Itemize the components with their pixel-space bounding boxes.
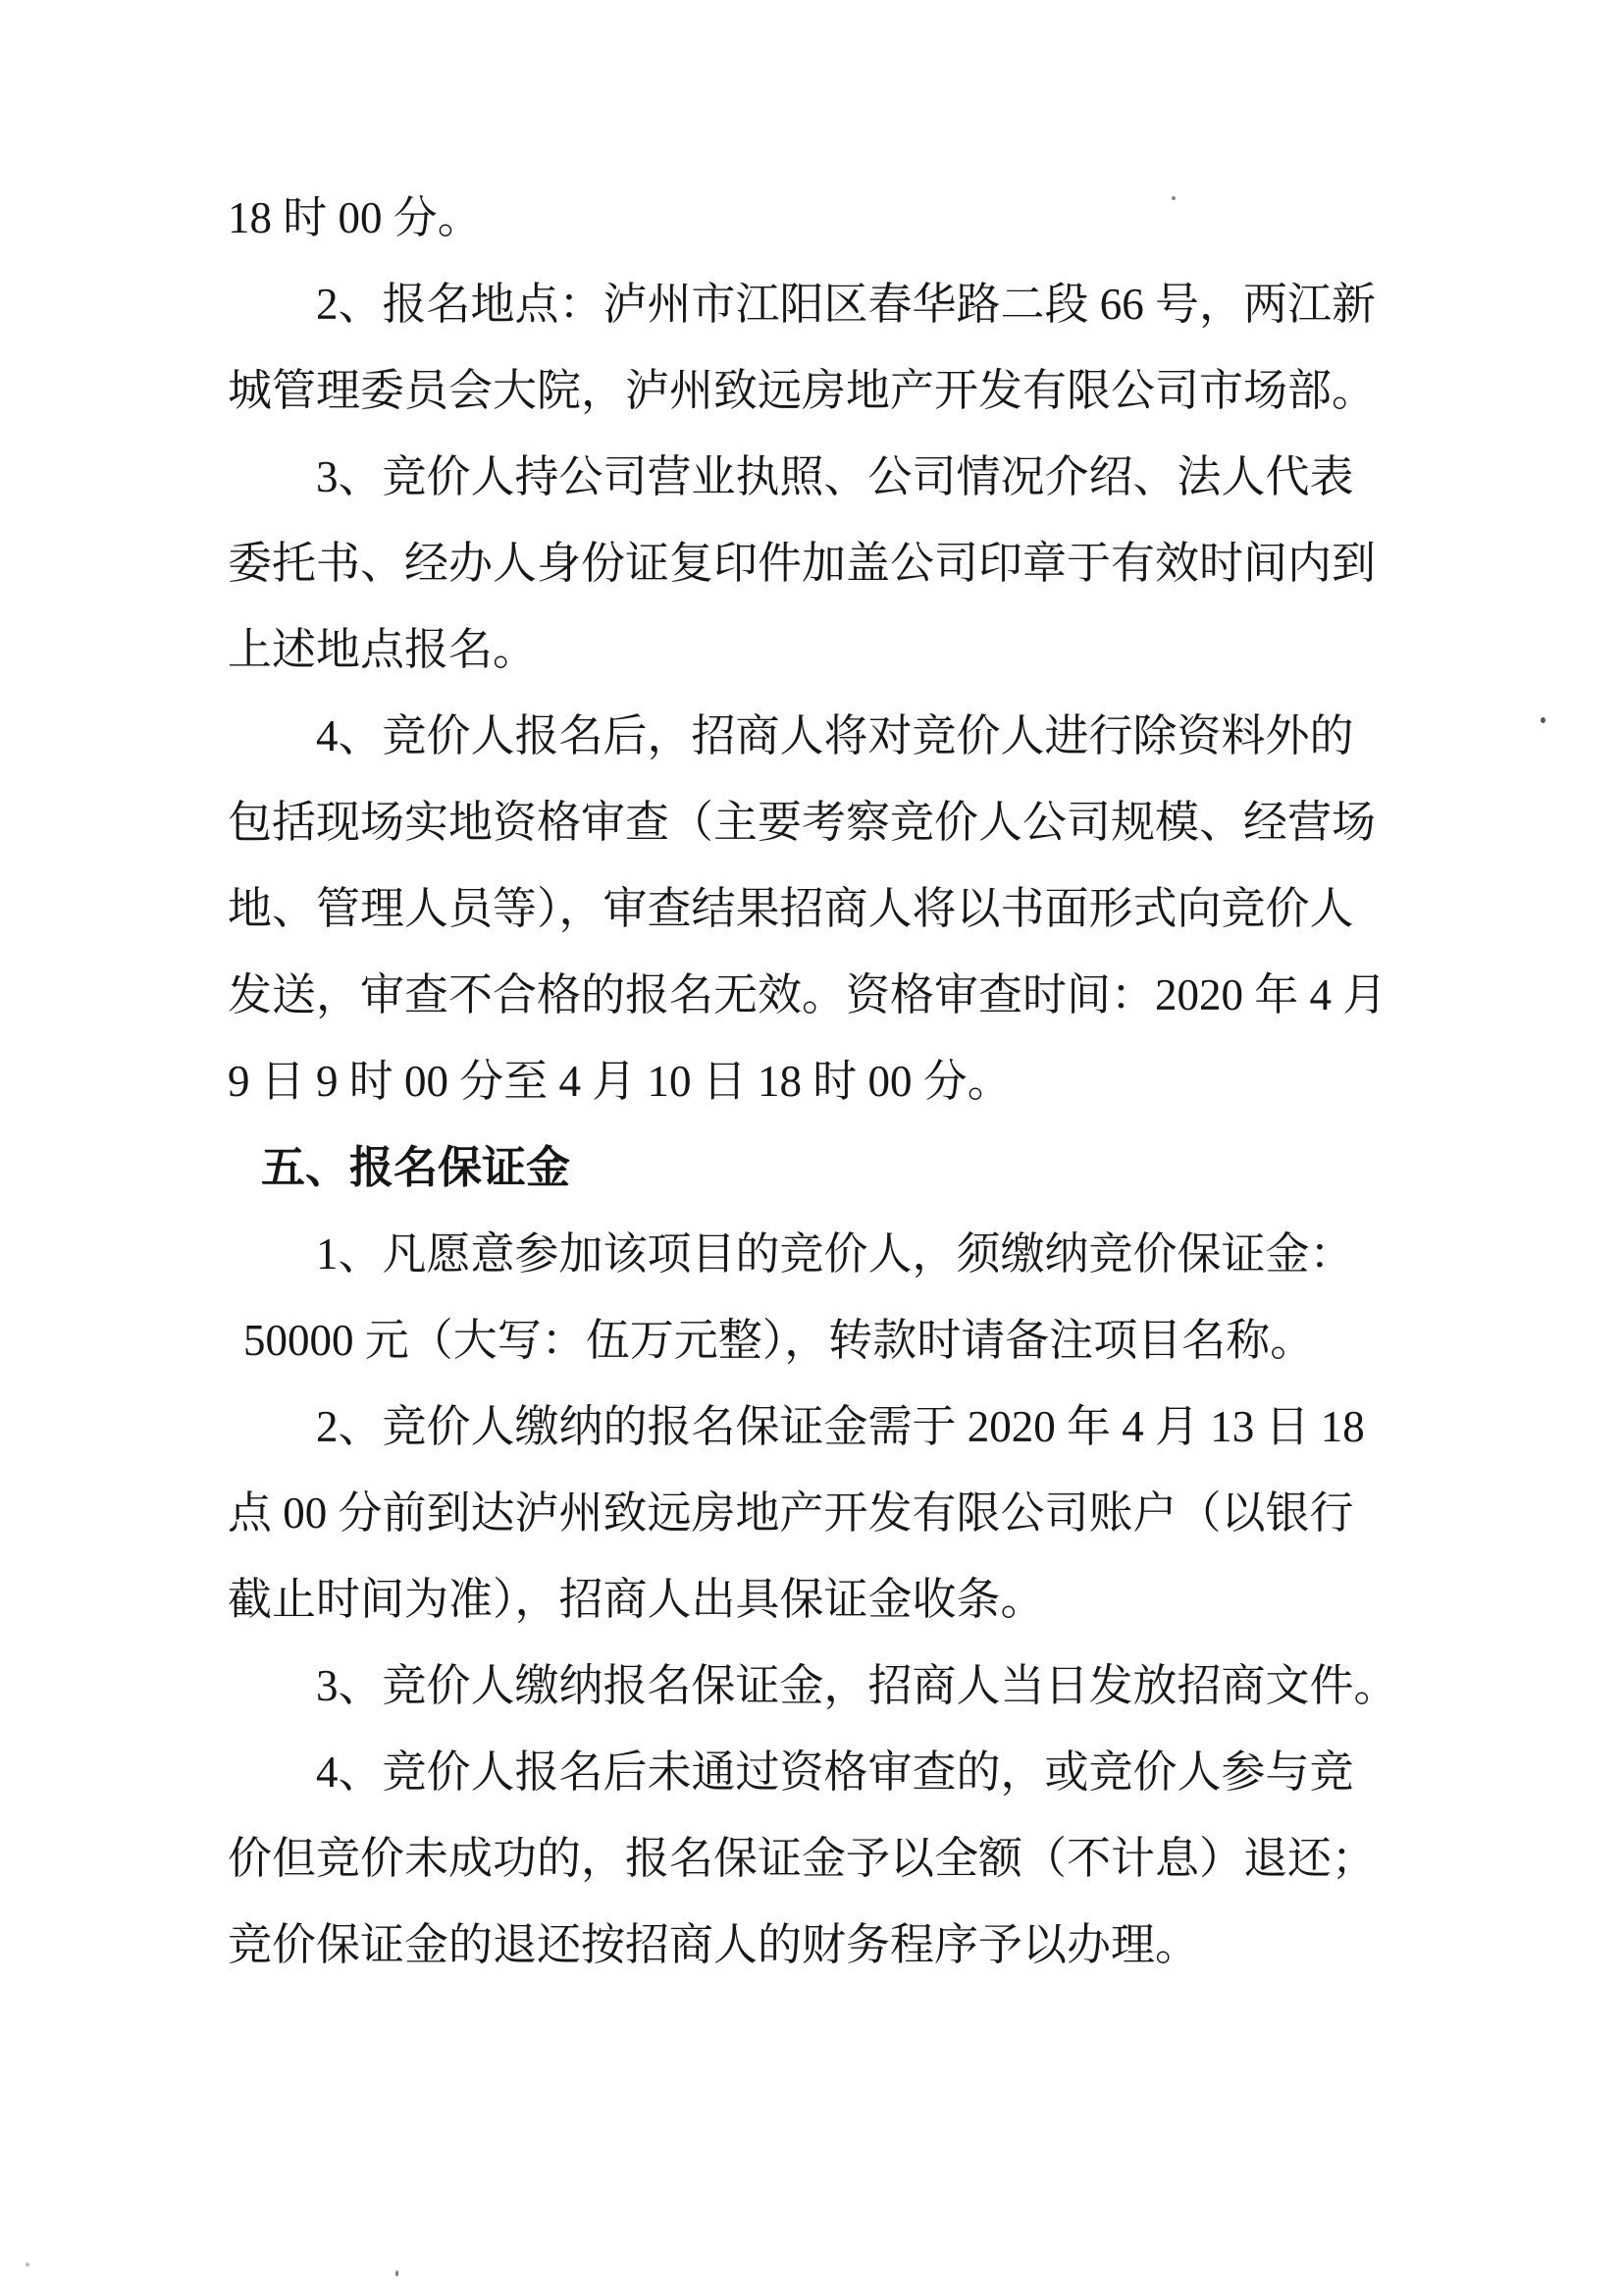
text-line: 发送，审查不合格的报名无效。资格审查时间：2020 年 4 月 (228, 970, 1387, 1019)
text-line: 地、管理人员等），审查结果招商人将以书面形式向竞价人 (228, 884, 1354, 933)
text-line: 竞价保证金的退还按招商人的财务程序予以办理。 (228, 1920, 1200, 1969)
text-line: 9 日 9 时 00 分至 4 月 10 日 18 时 00 分。 (228, 1057, 1012, 1106)
text-line: 50000 元（大写：伍万元整），转款时请备注项目名称。 (243, 1316, 1315, 1365)
text-line: 4、竞价人报名后未通过资格审查的，或竞价人参与竞 (316, 1748, 1354, 1797)
text-line: 4、竞价人报名后，招商人将对竞价人进行除资料外的 (316, 711, 1354, 760)
text-line: 3、竞价人缴纳报名保证金，招商人当日发放招商文件。 (316, 1661, 1398, 1710)
text-line: 包括现场实地资格审查（主要考察竞价人公司规模、经营场 (228, 798, 1377, 847)
section-heading: 五、报名保证金 (261, 1143, 571, 1192)
scan-speck (1541, 717, 1545, 723)
document-body (228, 175, 1425, 1988)
text-line: 2、竞价人缴纳的报名保证金需于 2020 年 4 月 13 日 18 (316, 1402, 1365, 1451)
text-line: 上述地点报名。 (228, 625, 538, 674)
scan-speck (395, 2270, 398, 2276)
text-line: 18 时 00 分。 (228, 193, 482, 242)
text-line: 委托书、经办人身份证复印件加盖公司印章于有效时间内到 (228, 539, 1377, 588)
text-line: 截止时间为准），招商人出具保证金收条。 (228, 1575, 1045, 1624)
text-line: 点 00 分前到达泸州致远房地产开发有限公司账户（以银行 (228, 1488, 1354, 1538)
text-line: 2、报名地点：泸州市江阳区春华路二段 66 号，两江新 (316, 280, 1377, 329)
text-line: 城管理委员会大院，泸州致远房地产开发有限公司市场部。 (228, 366, 1377, 415)
text-line: 3、竞价人持公司营业执照、公司情况介绍、法人代表 (316, 452, 1354, 501)
scan-speck (26, 2263, 29, 2267)
scan-speck (1172, 196, 1176, 200)
text-line: 价但竞价未成功的，报名保证金予以全额（不计息）退还； (228, 1834, 1377, 1883)
text-line: 1、凡愿意参加该项目的竞价人，须缴纳竞价保证金： (316, 1229, 1354, 1278)
